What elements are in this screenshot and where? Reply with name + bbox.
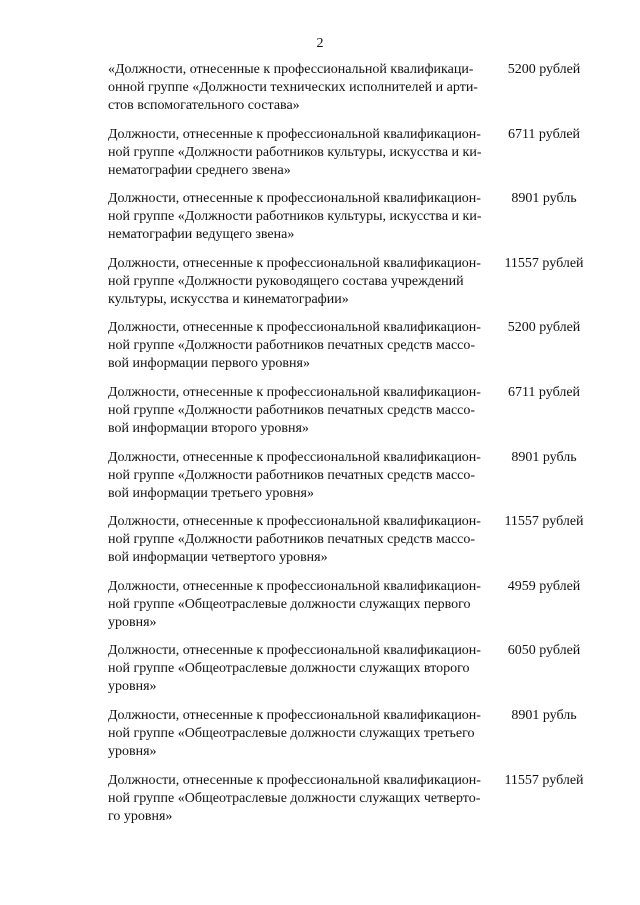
salary-amount: 5200 рублей <box>507 320 581 336</box>
salary-row <box>108 772 598 837</box>
position-group-text: Должности, отнесенные к профессиональной квалификацион- ной группе «Должности работников печатных средств массо- вой информации второго уровня» <box>108 384 481 436</box>
position-group-text: Должности, отнесенные к профессиональной квалификацион- ной группе «Общеотраслевые должности служащих третьего уровня» <box>108 707 481 759</box>
salary-row <box>108 578 598 643</box>
position-group-text: Должности, отнесенные к профессиональной квалификацион- ной группе «Общеотраслевые должности служащих второго уровня» <box>108 643 481 695</box>
position-group-text: Должности, отнесенные к профессиональной квалификацион- ной группе «Должности работников печатных средств массо- вой информации четвертого уровня» <box>108 514 481 566</box>
salary-amount: 5200 рублей <box>507 62 581 77</box>
position-group-text: Должности, отнесенные к профессиональной квалификацион- ной группе «Должности работников культуры, искусства и ки- нематографии ведущего звена» <box>108 191 482 243</box>
salary-row <box>108 449 598 514</box>
salary-amount: 8901 рубль <box>511 449 577 465</box>
position-group-text: Должности, отнесенные к профессиональной квалификацион- ной группе «Общеотраслевые должности служащих первого уровня» <box>108 578 481 630</box>
salary-row <box>108 190 598 255</box>
position-group-text: Должности, отнесенные к профессиональной квалификацион- ной группе «Должности работников печатных средств массо- вой информации первого уровня» <box>108 320 481 372</box>
position-group-text: Должности, отнесенные к профессиональной квалификацион- ной группе «Должности работников печатных средств массо- вой информации третьего уровня» <box>108 449 481 501</box>
salary-amount: 6711 рублей <box>507 126 581 142</box>
page-number: 2 <box>316 36 324 51</box>
salary-row <box>108 384 598 449</box>
salary-amount: 11557 рублей <box>504 772 584 788</box>
salary-amount: 6050 рублей <box>507 643 581 659</box>
salary-row <box>108 707 598 772</box>
salary-row <box>108 319 598 384</box>
salary-amount: 8901 рубль <box>511 707 577 723</box>
salary-list <box>108 61 598 836</box>
position-group-text: Должности, отнесенные к профессиональной квалификацион- ной группе «Общеотраслевые должности служащих четверто- го уровня» <box>108 772 481 824</box>
salary-row <box>108 61 598 126</box>
salary-amount: 11557 рублей <box>504 514 584 530</box>
position-group-text: Должности, отнесенные к профессиональной квалификацион- ной группе «Должности руководящего состава учреждений культуры, искусства и кинематографии» <box>108 255 481 307</box>
salary-row <box>108 513 598 578</box>
salary-amount: 6711 рублей <box>507 384 581 400</box>
salary-row <box>108 255 598 320</box>
salary-row <box>108 642 598 707</box>
position-group-text: «Должности, отнесенные к профессиональной квалификаци- онной группе «Должности технических исполнителей и арти- стов вспомогательного состава» <box>108 62 478 113</box>
salary-amount: 8901 рубль <box>511 191 577 207</box>
salary-amount: 4959 рублей <box>507 578 581 594</box>
salary-amount: 11557 рублей <box>504 255 584 271</box>
position-group-text: Должности, отнесенные к профессиональной квалификацион- ной группе «Должности работников культуры, искусства и ки- нематографии среднего звена» <box>108 126 482 178</box>
salary-row <box>108 126 598 191</box>
